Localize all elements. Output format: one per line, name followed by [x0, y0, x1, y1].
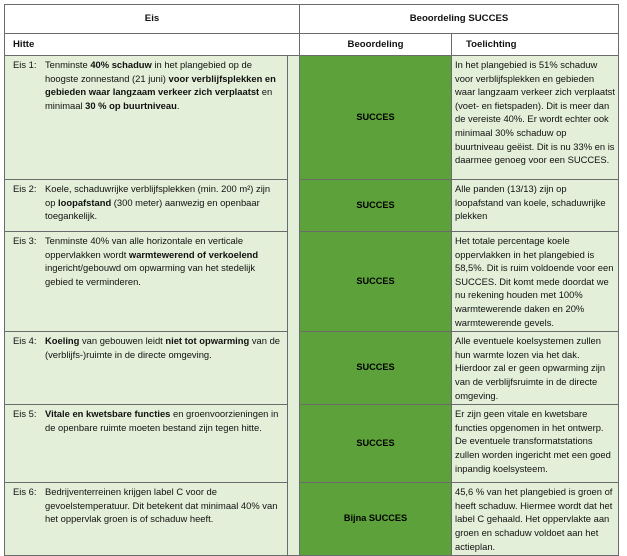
requirement-text: Tenminste 40% schaduw in het plangebied op de hoogste zonnestand (21 juni) voor verblijfsplekken en gebieden waar langzaam verkeer zich verplaatst en minimaal 30 % op buurtniveau. — [45, 59, 276, 111]
table-row — [5, 405, 619, 483]
requirement-cell — [5, 232, 288, 332]
requirement-cell — [5, 332, 288, 405]
requirement-text: Koeling van gebouwen leidt niet tot opwarming van de (verblijfs-)ruimte in de directe omgeving. — [45, 335, 281, 360]
requirement-number: Eis 5: — [13, 408, 37, 420]
table-subheader-row — [5, 34, 619, 56]
requirement-number: Eis 4: — [13, 335, 37, 347]
requirement-cell — [5, 180, 288, 232]
requirement-text: Vitale en kwetsbare functies en groenvoorzieningen in de openbare ruimte moeten bestand zijn tegen hitte. — [45, 408, 279, 433]
requirement-cell — [5, 56, 288, 180]
table-row — [5, 180, 619, 232]
requirement-number: Eis 1: — [13, 59, 37, 70]
table-header-row — [5, 5, 619, 34]
table-row — [5, 232, 619, 332]
status-badge: Bijna SUCCES — [300, 483, 452, 556]
requirement-cell — [5, 483, 288, 556]
table-row — [5, 332, 619, 405]
requirement-number: Eis 2: — [13, 183, 37, 194]
explanation-cell: Alle panden (13/13) zijn op loopafstand van koele, schaduwrijke plekken — [452, 180, 619, 232]
requirement-cell — [5, 405, 288, 483]
requirement-number: Eis 6: — [13, 486, 37, 498]
explanation-cell: Het totale percentage koele oppervlakken in het plangebied is 58,5%. Dit is ruim voldoende voor een SUCCES. Dit komt mede doordat we nu rekening houden met 100% warmtewerende daken en 20% warmtewerende gevels. — [452, 232, 619, 332]
explanation-cell: Er zijn geen vitale en kwetsbare functies opgenomen in het ontwerp. De eventuele transformatstations zullen worden ingericht met een goed inpandig koelsysteem. — [452, 405, 619, 483]
status-badge: SUCCES — [300, 180, 452, 232]
explanation-cell: In het plangebied is 51% schaduw voor verblijfsplekken en gebieden waar langzaam verkeer zich verplaatst (voet- en fietspaden). Dit is meer dan de vereiste 40%. Er wordt echter ook minimaal 30% schaduw op buurtniveau geëist. Dit is nu 33% en is daarmee genoeg voor een SUCCES. — [452, 56, 619, 180]
subheader-toelichting: Toelichting — [452, 34, 619, 56]
requirement-text: Bedrijventerreinen krijgen label C voor de gevoelstemperatuur. Dit betekent dat minimaal 40% van het oppervlak groen is of schaduw heeft. — [45, 486, 278, 525]
requirement-text: Koele, schaduwrijke verblijfsplekken (min. 200 m²) zijn op loopafstand (300 meter) aanwezig en openbaar toegankelijk. — [45, 183, 271, 222]
header-beoordeling-succes: Beoordeling SUCCES — [300, 5, 619, 34]
subheader-hitte: Hitte — [5, 34, 300, 56]
table-row — [5, 483, 619, 556]
status-badge: SUCCES — [300, 405, 452, 483]
requirement-text: Tenminste 40% van alle horizontale en verticale oppervlakken wordt warmtewerend of verkoelend ingericht/gebouwd om opwarming van het stedelijk gebied te verminderen. — [45, 235, 259, 287]
status-badge: SUCCES — [300, 232, 452, 332]
explanation-cell: 45,6 % van het plangebied is groen of heeft schaduw. Hiermee wordt dat het label C gehaald. Het oppervlakte aan groen en schaduw voldoet aan het actieplan. — [452, 483, 619, 556]
status-badge: SUCCES — [300, 332, 452, 405]
table-row — [5, 56, 619, 180]
requirement-number: Eis 3: — [13, 235, 37, 246]
subheader-beoordeling: Beoordeling — [300, 34, 452, 56]
header-eis: Eis — [5, 5, 300, 34]
spacer-column — [288, 56, 300, 556]
status-badge: SUCCES — [300, 56, 452, 180]
explanation-cell: Alle eventuele koelsystemen zullen hun warmte lozen via het dak. Hierdoor zal er geen opwarming zijn van de verblijfsruimte in de directe omgeving. — [452, 332, 619, 405]
assessment-table — [4, 4, 619, 556]
